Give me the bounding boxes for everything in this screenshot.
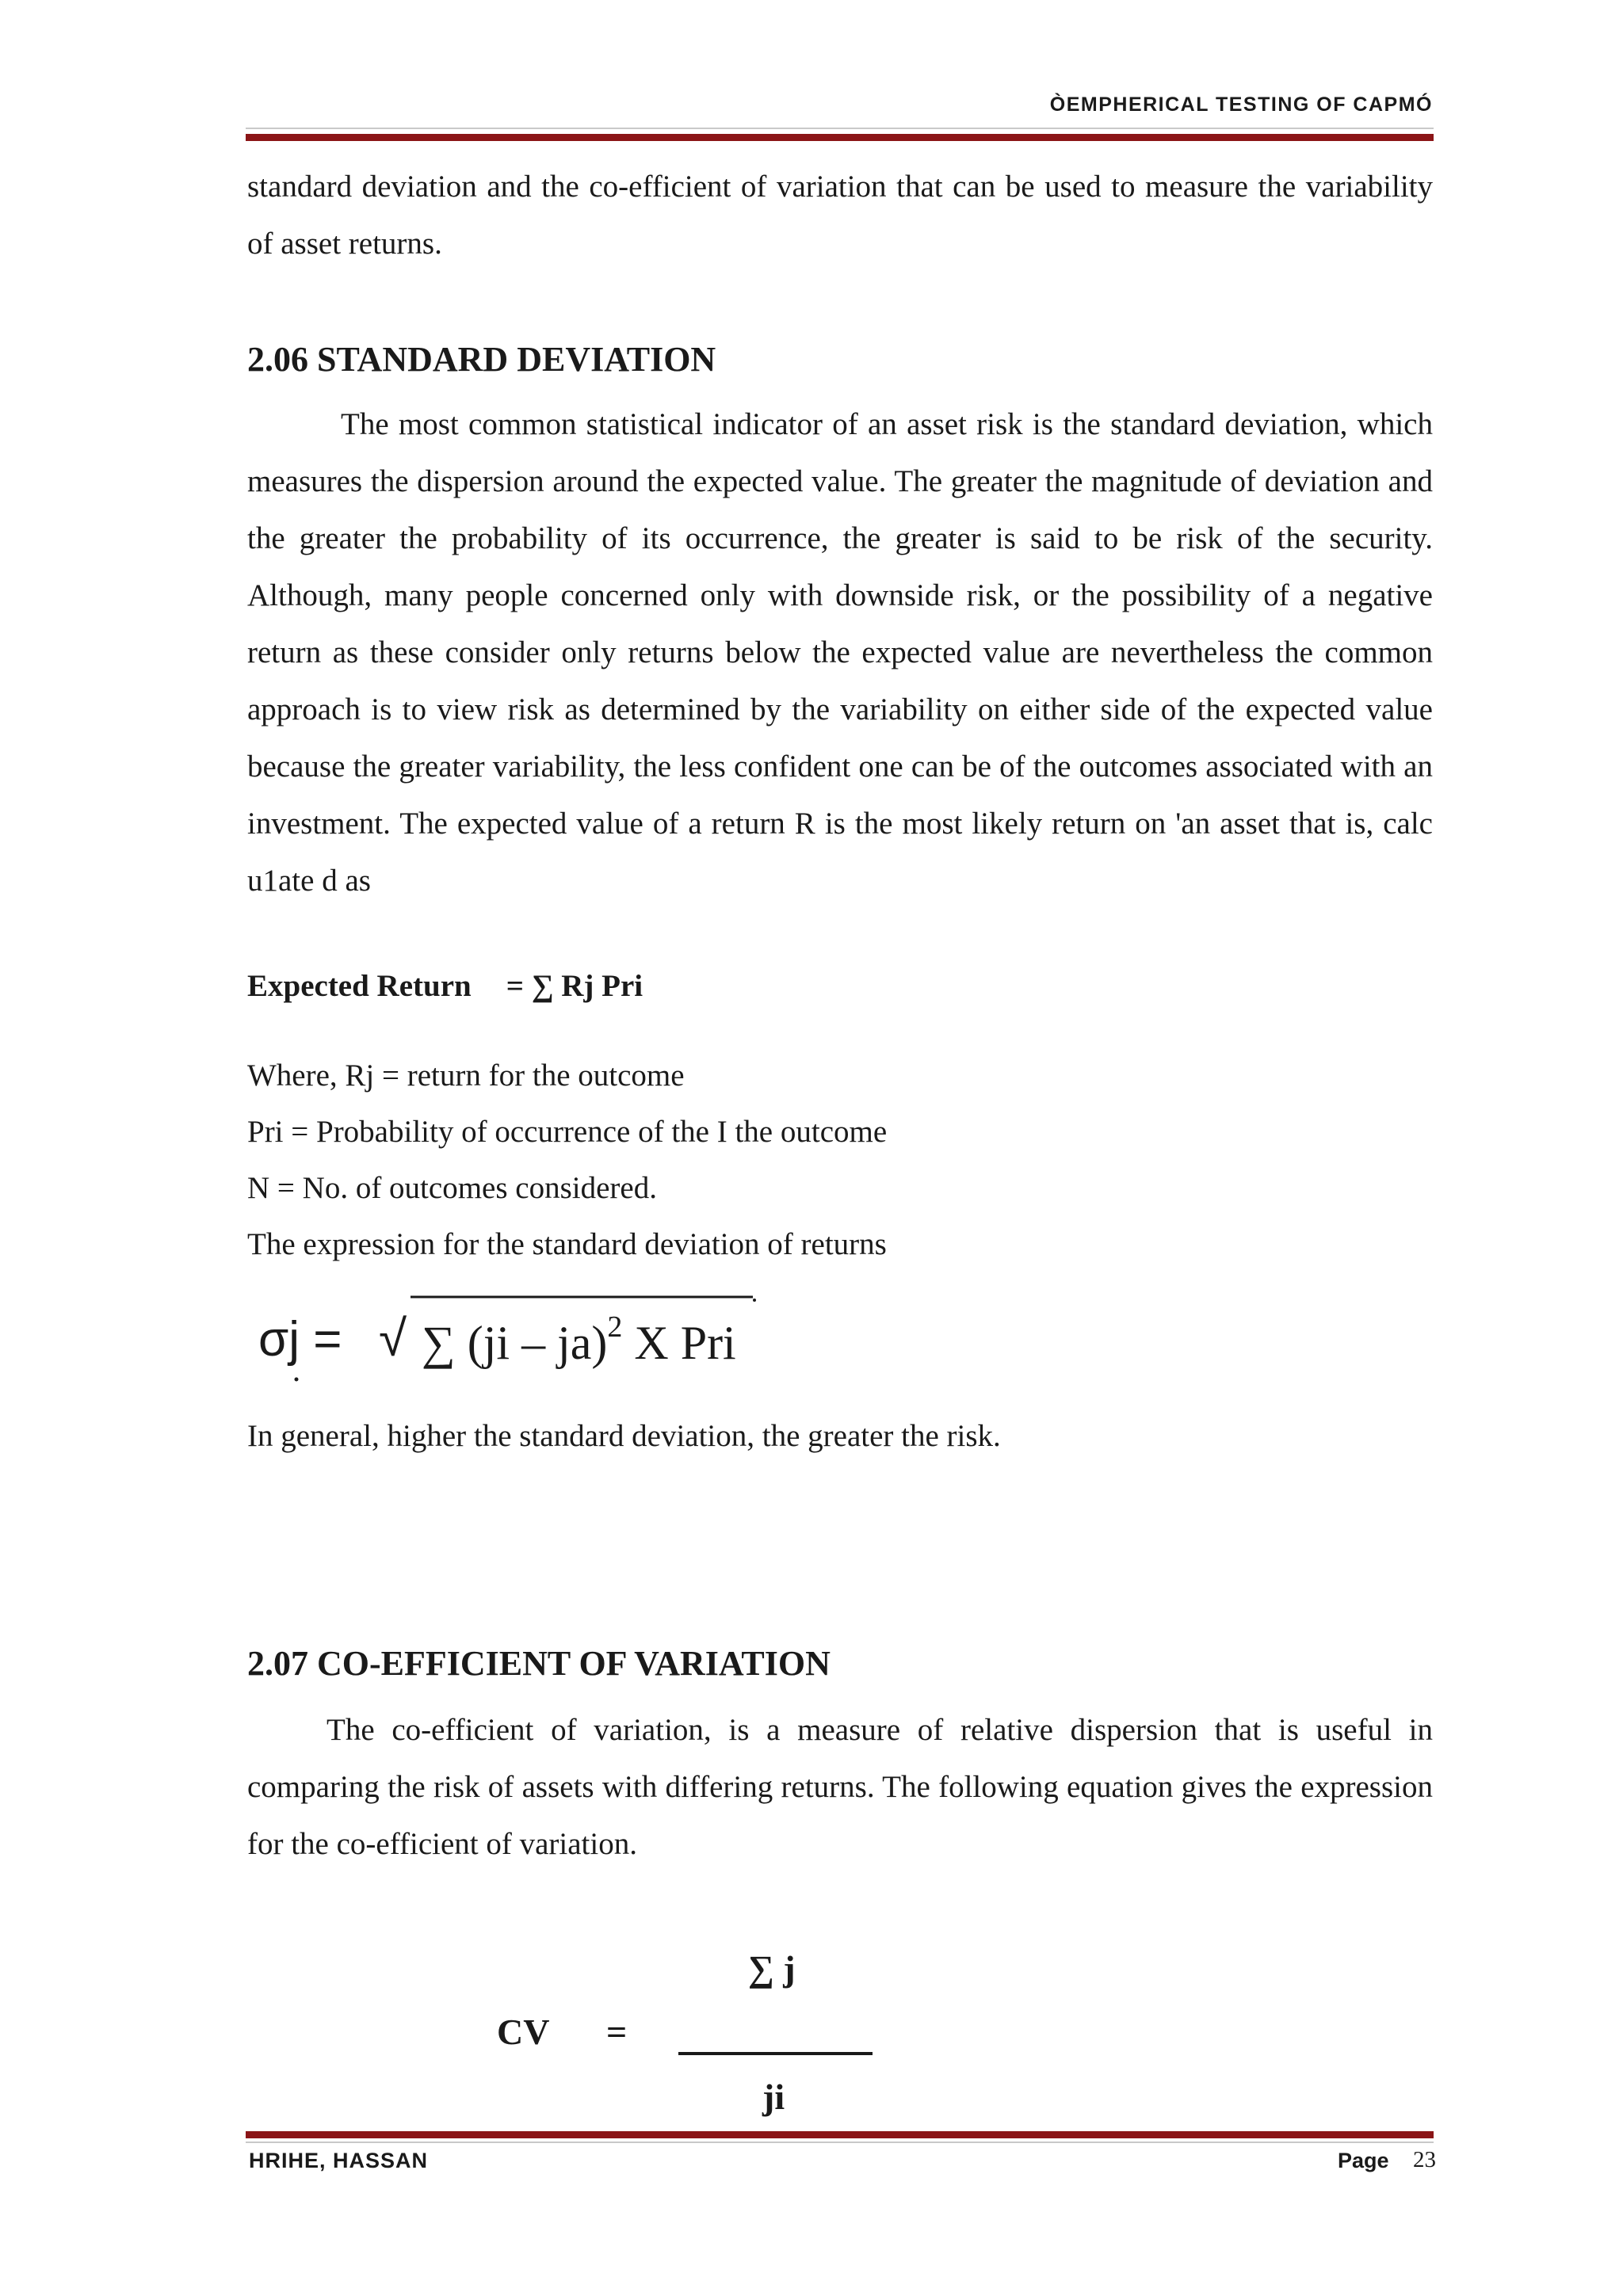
footer-page-label: Page bbox=[1338, 2149, 1389, 2172]
footer-divider-thin bbox=[246, 2142, 1434, 2143]
definition-line-pri: Pri = Probability of occurrence of the I the outcome bbox=[247, 1115, 888, 1149]
sd-expression-intro: The expression for the standard deviation of returns bbox=[247, 1227, 887, 1261]
expected-return-expression: = ∑ Rj Pri bbox=[506, 969, 643, 1003]
coefficient-of-variation-paragraph: The co-efficient of variation, is a measure of relative dispersion that is useful in comparing the risk of assets with differing returns. The following equation gives the expression for the co-efficient of variation. bbox=[247, 1713, 1433, 1861]
section-heading-standard-deviation: 2.06 STANDARD DEVIATION bbox=[247, 340, 716, 379]
sd-conclusion: In general, higher the standard deviation, the greater the risk. bbox=[247, 1419, 1001, 1453]
expected-return-formula bbox=[247, 968, 643, 1004]
cv-formula-denominator: ji bbox=[762, 2077, 785, 2117]
running-header-title: ÒEMPHERICAL TESTING OF CAPMÓ bbox=[1049, 93, 1433, 116]
header-divider-thick bbox=[246, 134, 1434, 141]
header-divider-thin bbox=[246, 128, 1434, 129]
sd-formula-body: ∑ (ji – ja)$^2$ X Pri bbox=[422, 1310, 736, 1369]
sd-formula-lhs: σj = bbox=[258, 1312, 342, 1367]
section-heading-coefficient-of-variation: 2.07 CO-EFFICIENT OF VARIATION bbox=[247, 1644, 831, 1683]
cv-formula-numerator: ∑ j bbox=[748, 1948, 796, 1989]
standard-deviation-formula bbox=[246, 1280, 816, 1398]
footer-author: HRIHE, HASSAN bbox=[249, 2149, 429, 2172]
radical-sign: √ bbox=[379, 1310, 407, 1367]
definition-line-rj: Where, Rj = return for the outcome bbox=[247, 1058, 685, 1093]
definition-line-n: N = No. of outcomes considered. bbox=[247, 1171, 657, 1205]
standard-deviation-paragraph: The most common statistical indicator of an asset risk is the standard deviation, which measures the dispersion around the expected value. The greater the magnitude of deviation and the greater the probability of its occurrence, the greater is said to be risk of the security. Although, many people concerned only with downside risk, or the possibility of a negative return as these consider only returns below the expected value are nevertheless the common approach is to view risk as determined by the variability on either side of the expected value because the greater variability, the less confident one can be of the outcomes associated with an investment. The expected value of a return R is the most likely return on 'an asset that is, calc u1ate d as bbox=[247, 407, 1433, 898]
cv-fraction-bar bbox=[678, 2052, 873, 2055]
footer-divider-thick bbox=[246, 2131, 1434, 2138]
cv-formula-label: CV bbox=[497, 2012, 550, 2052]
footer-page-number: 23 bbox=[1413, 2147, 1436, 2172]
expected-return-label: Expected Return bbox=[247, 969, 472, 1003]
cv-formula-equals: = bbox=[606, 2012, 628, 2052]
intro-paragraph: standard deviation and the co-efficient of variation that can be used to measure the variability of asset returns. bbox=[247, 170, 1433, 261]
